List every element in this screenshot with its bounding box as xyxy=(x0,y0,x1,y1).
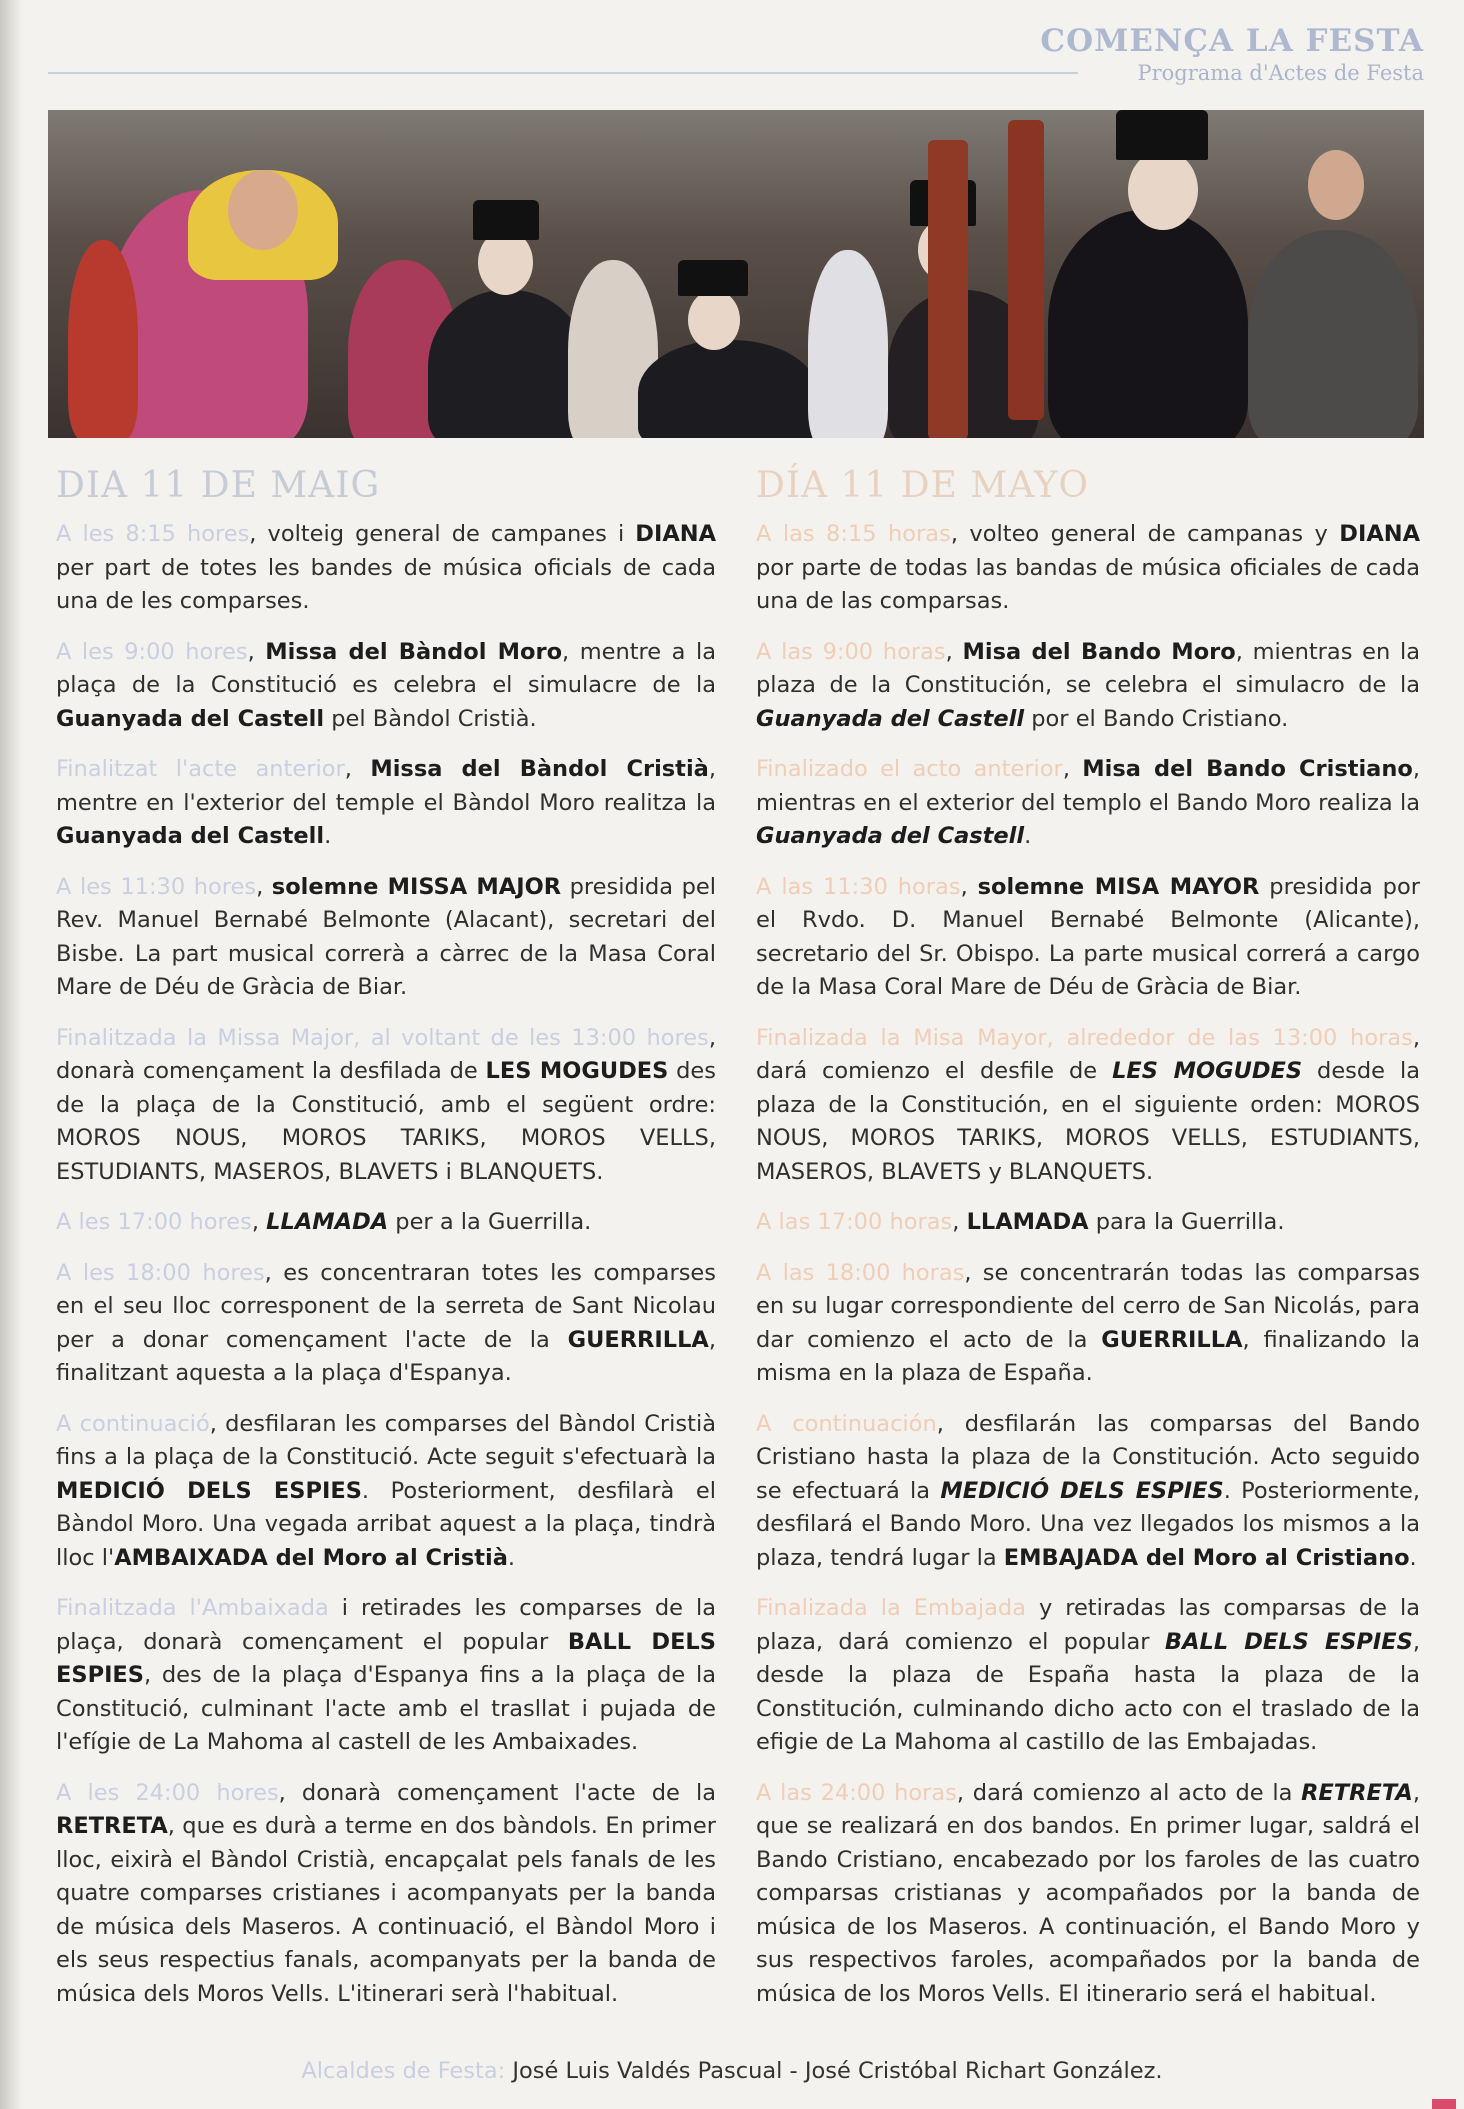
program-entry: A les 8:15 hores, volteig general de campanes i DIANA per part de totes les bandes de música oficials de cada una de les comparses. xyxy=(56,521,716,614)
program-columns xyxy=(56,462,1420,2032)
entry-time: A les 17:00 hores xyxy=(56,1209,252,1235)
program-entry: A les 17:00 hores, LLAMADA per a la Guerrilla. xyxy=(56,1209,592,1235)
program-entry: A las 11:30 horas, solemne MISA MAYOR presidida por el Rvdo. D. Manuel Bernabé Belmonte (Alicante), secretario del Sr. Obispo. La parte musical correrá a cargo de la Masa Coral Mare de Déu de Gràcia de Biar. xyxy=(756,873,1420,1000)
running-header xyxy=(1040,22,1424,86)
credit-names: José Luis Valdés Pascual - José Cristóbal Richart González. xyxy=(505,2058,1163,2084)
program-entry: A las 17:00 horas, LLAMADA para la Guerrilla. xyxy=(756,1209,1285,1235)
entry-time: A les 8:15 hores xyxy=(56,521,250,547)
program-entry: A las 8:15 horas, volteo general de campanas y DIANA por parte de todas las bandas de música oficiales de cada una de las comparsas. xyxy=(756,521,1420,614)
page-binding-shadow xyxy=(0,0,22,2109)
section-subtitle: Programa d'Actes de Festa xyxy=(1137,61,1424,85)
entry-time: A las 18:00 horas xyxy=(756,1259,965,1286)
program-entry: Finalizado el acto anterior, Misa del Bando Cristiano, mientras en el exterior del templo el Bando Moro realiza la Guanyada del Castell. xyxy=(756,756,1420,849)
entry-time: A les 11:30 hores xyxy=(56,873,257,900)
entry-time: A las 24:00 horas xyxy=(756,1779,957,1806)
entry-time: A continuació xyxy=(56,1410,210,1437)
entry-time: A las 17:00 horas xyxy=(756,1209,953,1235)
page-corner-tab xyxy=(1432,2099,1456,2109)
day-heading: DÍA 11 DE MAYO xyxy=(756,465,1090,506)
entry-time: Finalizada la Embajada xyxy=(756,1595,1027,1621)
entry-time: Finalizada la Misa Mayor, alrededor de las 13:00 horas xyxy=(756,1024,1413,1051)
entry-time: Finalitzada la Missa Major, al voltant de les 13:00 hores xyxy=(56,1024,709,1051)
entry-time: Finalitzada l'Ambaixada xyxy=(56,1595,329,1621)
entry-time: A les 24:00 hores xyxy=(56,1779,279,1806)
entry-time: A las 11:30 horas xyxy=(756,873,961,900)
program-entry: A las 9:00 horas, Misa del Bando Moro, mientras en la plaza de la Constitución, se celebra el simulacro de la Guanyada del Castell por el Bando Cristiano. xyxy=(756,638,1420,732)
header-rule xyxy=(48,72,1078,74)
entry-time: A continuación xyxy=(756,1410,937,1437)
spanish-column xyxy=(756,462,1420,2028)
entry-time: A les 9:00 hores xyxy=(56,638,248,665)
program-entry: Finalitzat l'acte anterior, Missa del Bàndol Cristià, mentre en l'exterior del temple el Bàndol Moro realitza la Guanyada del Castell. xyxy=(56,756,716,849)
program-entry: A les 24:00 hores, donarà començament l'acte de la RETRETA, que es durà a terme en dos bàndols. En primer lloc, eixirà el Bàndol Cristià, encapçalat pels fanals de les quatre comparses cristianes i acompanyats per la banda de música dels Maseros. A continuació, el Bàndol Moro i els seus respectius fanals, acompanyats per la banda de música dels Moros Vells. L'itinerari serà l'habitual. xyxy=(56,1779,716,2007)
entry-time: Finalitzat l'acte anterior xyxy=(56,756,345,782)
program-entry: A continuación, desfilarán las comparsas del Bando Cristiano hasta la plaza de la Constitución. Acto seguido se efectuará la MEDICIÓ DELS ESPIES. Posteriormente, desfilará el Bando Moro. Una vez llegados los mismos a la plaza, tendrá lugar la EMBAJADA del Moro al Cristiano. xyxy=(756,1410,1420,1571)
entry-time: A les 18:00 hores xyxy=(56,1259,265,1286)
program-entry: A las 24:00 horas, dará comienzo al acto de la RETRETA, que se realizará en dos bandos. En primer lugar, saldrá el Bando Cristiano, encabezado por los faroles de las cuatro comparsas cristianas y acompañados por la banda de música de los Maseros. A continuación, el Bando Moro y sus respectivos faroles, acompañados por la banda de música de los Moros Vells. El itinerario será el habitual. xyxy=(756,1779,1420,2007)
program-entry: A les 9:00 hores, Missa del Bàndol Moro, mentre a la plaça de la Constitució es celebra el simulacre de la Guanyada del Castell pel Bàndol Cristià. xyxy=(56,638,716,732)
credit-label: Alcaldes de Festa: xyxy=(301,2058,506,2084)
program-entry: A continuació, desfilaran les comparses del Bàndol Cristià fins a la plaça de la Constitució. Acte seguit s'efectuarà la MEDICIÓ DELS ESPIES. Posteriorment, desfilarà el Bàndol Moro. Una vegada arribat aquest a la plaça, tindrà lloc l'AMBAIXADA del Moro al Cristià. xyxy=(56,1410,716,1571)
section-title: COMENÇA LA FESTA xyxy=(1040,23,1424,59)
program-entry: Finalitzada l'Ambaixada i retirades les comparses de la plaça, donarà començament el popular BALL DELS ESPIES, des de la plaça d'Espanya fins a la plaça de la Constitució, culminant l'acte amb el trasllat i pujada de l'efígie de La Mahoma al castell de les Ambaixades. xyxy=(56,1595,716,1755)
entry-time: A las 9:00 horas xyxy=(756,638,946,665)
program-entry: A les 18:00 hores, es concentraran totes les comparses en el seu lloc corresponent de la serreta de Sant Nicolau per a donar començament l'acte de la GUERRILLA, finalitzant aquesta a la plaça d'Espanya. xyxy=(56,1259,716,1386)
program-entry: A les 11:30 hores, solemne MISSA MAJOR presidida pel Rev. Manuel Bernabé Belmonte (Alacant), secretari del Bisbe. La part musical correrà a càrrec de la Masa Coral Mare de Déu de Gràcia de Biar. xyxy=(56,873,716,1000)
entry-time: Finalizado el acto anterior xyxy=(756,756,1063,782)
program-entry: Finalizada la Misa Mayor, alrededor de las 13:00 horas, dará comienzo el desfile de LES MOGUDES desde la plaza de la Constitución, en el siguiente orden: MOROS NOUS, MOROS TARIKS, MOROS VELLS, ESTUDIANTS, MASEROS, BLAVETS y BLANQUETS. xyxy=(756,1024,1420,1185)
day-heading: DIA 11 DE MAIG xyxy=(56,465,381,506)
program-entry: Finalizada la Embajada y retiradas las comparsas de la plaza, dará comienzo el popular BALL DELS ESPIES, desde la plaza de España hasta la plaza de la Constitución, culminando dicho acto con el traslado de la efigie de La Mahoma al castillo de las Embajadas. xyxy=(756,1595,1421,1755)
festival-mayors-credit xyxy=(0,2056,1464,2086)
program-entry: Finalitzada la Missa Major, al voltant de les 13:00 hores, donarà començament la desfilada de LES MOGUDES des de la plaça de la Constitució, amb el següent ordre: MOROS NOUS, MOROS TARIKS, MOROS VELLS, ESTUDIANTS, MASEROS, BLAVETS i BLANQUETS. xyxy=(56,1024,716,1185)
entry-time: A las 8:15 horas xyxy=(756,521,951,547)
festival-photo xyxy=(48,110,1424,438)
catalan-column xyxy=(56,462,716,2028)
program-entry: A las 18:00 horas, se concentrarán todas las comparsas en su lugar correspondiente del cerro de San Nicolás, para dar comienzo el acto de la GUERRILLA, finalizando la misma en la plaza de España. xyxy=(756,1259,1420,1386)
